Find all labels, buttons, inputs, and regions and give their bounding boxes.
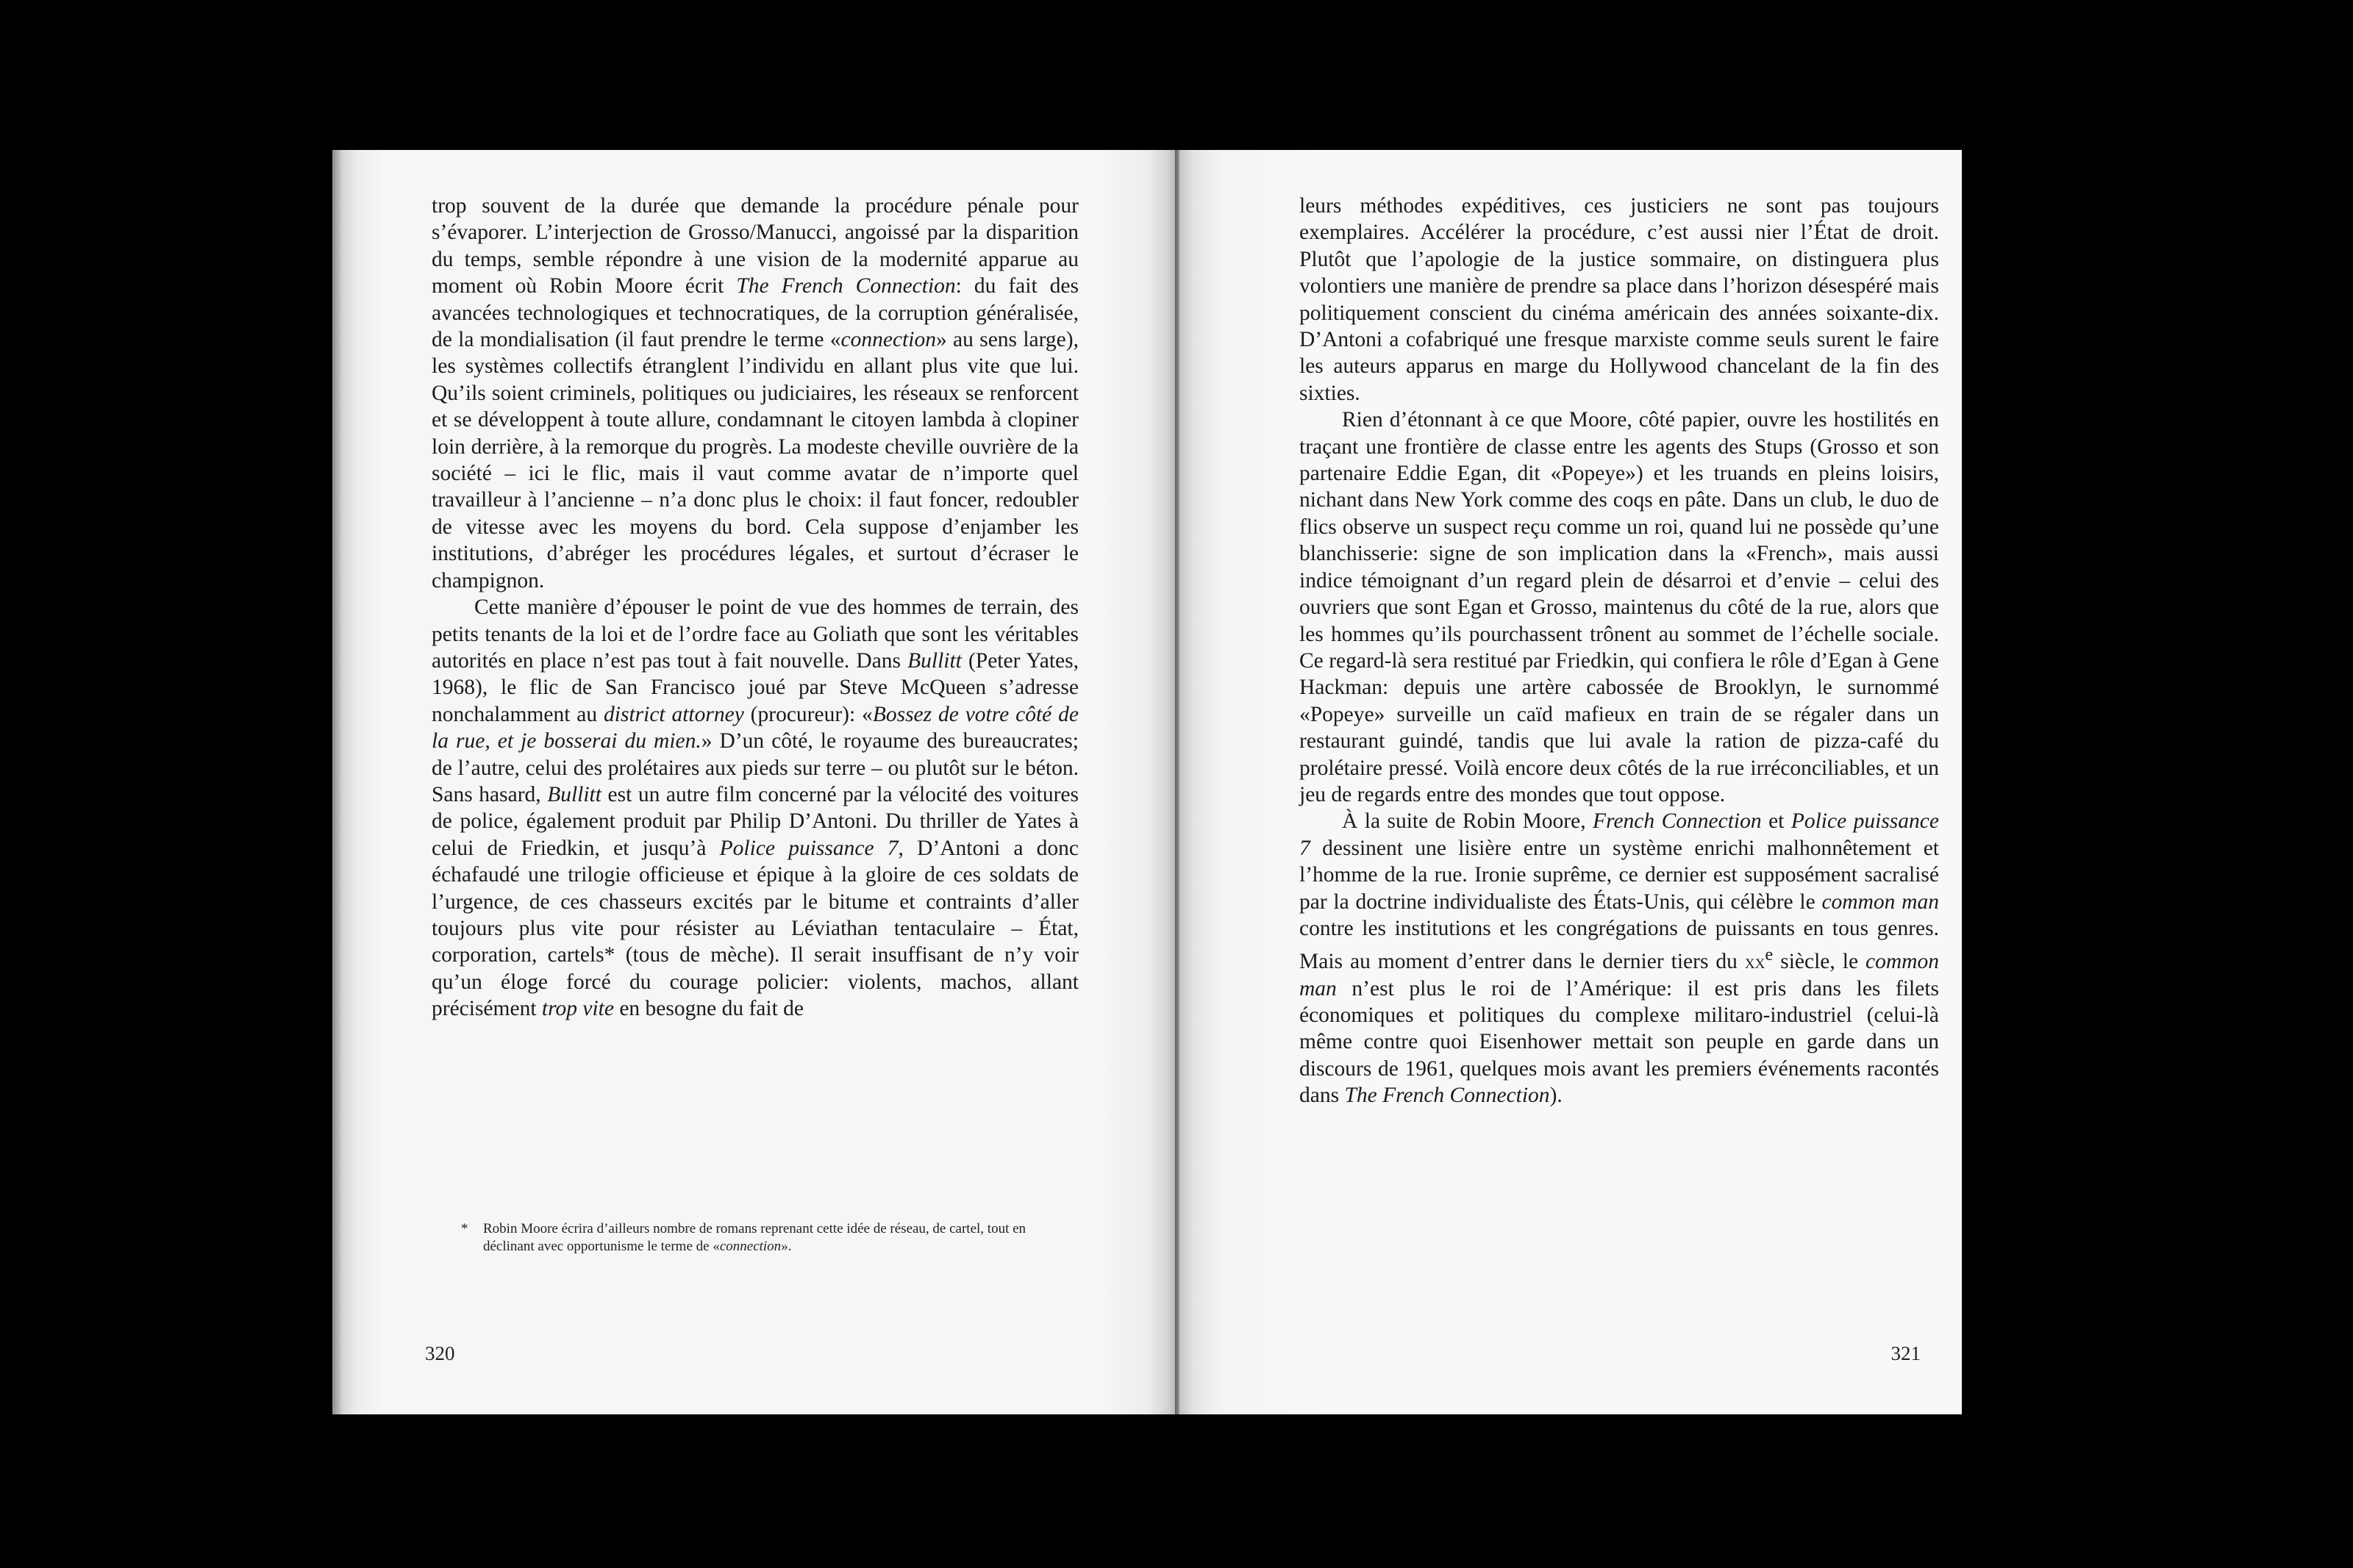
footnote bbox=[432, 1220, 1079, 1256]
text-span: (Peter Yates, 1968), le flic de San Francisco joué par Steve McQueen s’adresse nonchalamment au bbox=[432, 648, 1079, 726]
italic-span: connection bbox=[719, 1239, 782, 1254]
italic-span: French Connection bbox=[1593, 809, 1762, 834]
text-span: n’est plus le roi de l’Amérique: il est pris dans les filets économiques et politiques du complexe militaro-industriel (celui-là même contre quoi Eisenhower mettait son peuple en garde dans un discours de 1961, quelques mois avant les premiers événements racontés dans bbox=[1299, 976, 1939, 1108]
page-number-left: 320 bbox=[425, 1342, 455, 1364]
paragraph bbox=[1299, 808, 1939, 1109]
text-span: ». bbox=[781, 1239, 792, 1254]
left-page bbox=[332, 150, 1175, 1414]
italic-span: The French Connection bbox=[1344, 1084, 1550, 1108]
text-span: : du fait des avancées technologiques et technocratiques, de la corruption généralisée, de la mondialisation (il faut prendre le terme « bbox=[432, 274, 1079, 352]
text-span: ). bbox=[1549, 1084, 1563, 1108]
footnote-mark: * bbox=[461, 1221, 468, 1236]
right-page bbox=[1179, 150, 1962, 1414]
italic-span: The French Connection bbox=[736, 274, 956, 298]
text-span: trop souvent de la durée que demande la procédure pénale pour s’évaporer. L’interjection de Grosso/Manucci, angoissé par la disparition du temps, semble répondre à une vision de la modernité apparue au moment où Robin Moore écrit bbox=[432, 194, 1079, 298]
text-span: dessinent une lisière entre un système enrichi malhonnêtement et l’homme de la rue. Ironie suprême, ce dernier est supposément sacralisé par la doctrine individualiste des États-Unis, qui célèbre le bbox=[1299, 836, 1939, 914]
italic-span: common man bbox=[1299, 950, 1939, 1000]
text-span: , D’Antoni a donc échafaudé une trilogie officieuse et épique à la gloire de ces soldats de l’urgence, de ces chasseurs excités par le bitume et contraints d’aller toujours plus vite pour résister au Léviathan tentaculaire – État, corporation, cartels* (tous de mèche). Il serait insuffisant de n’y voir qu’un éloge forcé du courage policier: violents, machos, allant précisément bbox=[432, 836, 1079, 1021]
text-span: Cette manière d’épouser le point de vue des hommes de terrain, des petits tenants de la loi et de l’ordre face au Goliath que sont les véritables autorités en place n’est pas tout à fait nouvelle. Dans bbox=[432, 595, 1079, 673]
text-span: en besogne du fait de bbox=[613, 997, 804, 1021]
right-page-body bbox=[1299, 193, 1939, 1109]
italic-span: Bullitt bbox=[547, 782, 601, 806]
italic-span: Police puissance 7 bbox=[1299, 809, 1939, 860]
paragraph bbox=[1299, 407, 1939, 808]
italic-span: connection bbox=[840, 328, 936, 352]
superscript: e bbox=[1765, 945, 1774, 965]
italic-span: common man bbox=[1821, 889, 1939, 914]
italic-span: Bossez de votre côté de la rue, et je bosserai du mien. bbox=[432, 702, 1079, 753]
text-span: » au sens large), les systèmes collectifs étranglent l’individu en allant plus vite que lui. Qu’ils soient criminels, politiques ou judiciaires, les réseaux se renforcent et se développent à toute allure, condamnant le citoyen lambda à clopiner loin derrière, à la remorque du progrès. La modeste cheville ouvrière de la société – ici le flic, mais il vaut comme avatar de n’importe quel travailleur à l’ancienne – n’a donc plus le choix: il faut foncer, redoubler de vitesse avec les moyens du bord. Cela suppose d’enjamber les institutions, d’abréger les procédures légales, et surtout d’écraser le champignon. bbox=[432, 328, 1079, 593]
italic-span: Bullitt bbox=[907, 648, 962, 673]
small-caps-span: xx bbox=[1744, 951, 1765, 973]
text-span: et bbox=[1761, 809, 1791, 834]
text-span: est un autre film concerné par la vélocité des voitures de police, également produit par Philip D’Antoni. Du thriller de Yates à celui de Friedkin, et jusqu’à bbox=[432, 782, 1079, 860]
text-span: siècle, le bbox=[1773, 950, 1866, 974]
text-span: Robin Moore écrira d’ailleurs nombre de romans reprenant cette idée de réseau, de cartel, tout en déclinant avec opportunisme le terme de « bbox=[483, 1221, 1026, 1254]
text-span: contre les institutions et les congrégations de puissants en tous genres. Mais au moment d’entrer dans le dernier tiers du bbox=[1299, 916, 1939, 974]
text-span: leurs méthodes expéditives, ces justiciers ne sont pas toujours exemplaires. Accélérer la procédure, c’est aussi nier l’État de droit. Plutôt que l’apologie de la justice sommaire, on distinguera plus volontiers une manière de prendre sa place dans l’horizon désespéré mais politiquement conscient du cinéma américain des années soixante-dix. D’Antoni a cofabriqué une fresque marxiste comme seuls surent le faire les auteurs apparus en marge du Hollywood chancelant de la fin des sixties. bbox=[1299, 194, 1939, 405]
text-span: À la suite de Robin Moore, bbox=[1342, 809, 1593, 834]
italic-span: district attorney bbox=[604, 702, 744, 726]
left-page-body bbox=[432, 193, 1079, 1023]
text-span: Rien d’étonnant à ce que Moore, côté papier, ouvre les hostilités en traçant une frontière de classe entre les agents des Stups (Grosso et son partenaire Eddie Egan, dit «Popeye») et les truands en pleins loisirs, nichant dans New York comme des coqs en pâte. Dans un club, le duo de flics observe un suspect reçu comme un roi, quand lui ne possède qu’une blanchisserie: signe de son implication dans la «French», mais aussi indice témoignant d’un regard plein de désarroi et d’envie – celui des ouvriers que sont Egan et Grosso, maintenus du côté de la rue, alors que les hommes qu’ils pourchassent trônent au sommet de l’échelle sociale. Ce regard-là sera restitué par Friedkin, qui confiera le rôle d’Egan à Gene Hackman: depuis une artère cabossée de Brooklyn, le surnommé «Popeye» surveille un caïd mafieux en train de se régaler dans un restaurant guindé, tandis que lui avale la ration de pizza-café du prolétaire pressé. Voilà encore deux côtés de la rue irréconciliables, et un jeu de regards entre des mondes que tout oppose. bbox=[1299, 408, 1939, 806]
text-span: » D’un côté, le royaume des bureaucrates; de l’autre, celui des prolétaires aux pieds sur terre – ou plutôt sur le béton. Sans hasard, bbox=[432, 729, 1079, 806]
paragraph bbox=[432, 193, 1079, 594]
italic-span: Police puissance 7 bbox=[719, 836, 899, 860]
paragraph bbox=[432, 594, 1079, 1023]
text-span: (procureur): « bbox=[743, 702, 873, 726]
paragraph bbox=[1299, 193, 1939, 407]
italic-span: trop vite bbox=[541, 997, 614, 1021]
page-number-right: 321 bbox=[1890, 1342, 1921, 1364]
footnote-text bbox=[483, 1220, 1079, 1256]
